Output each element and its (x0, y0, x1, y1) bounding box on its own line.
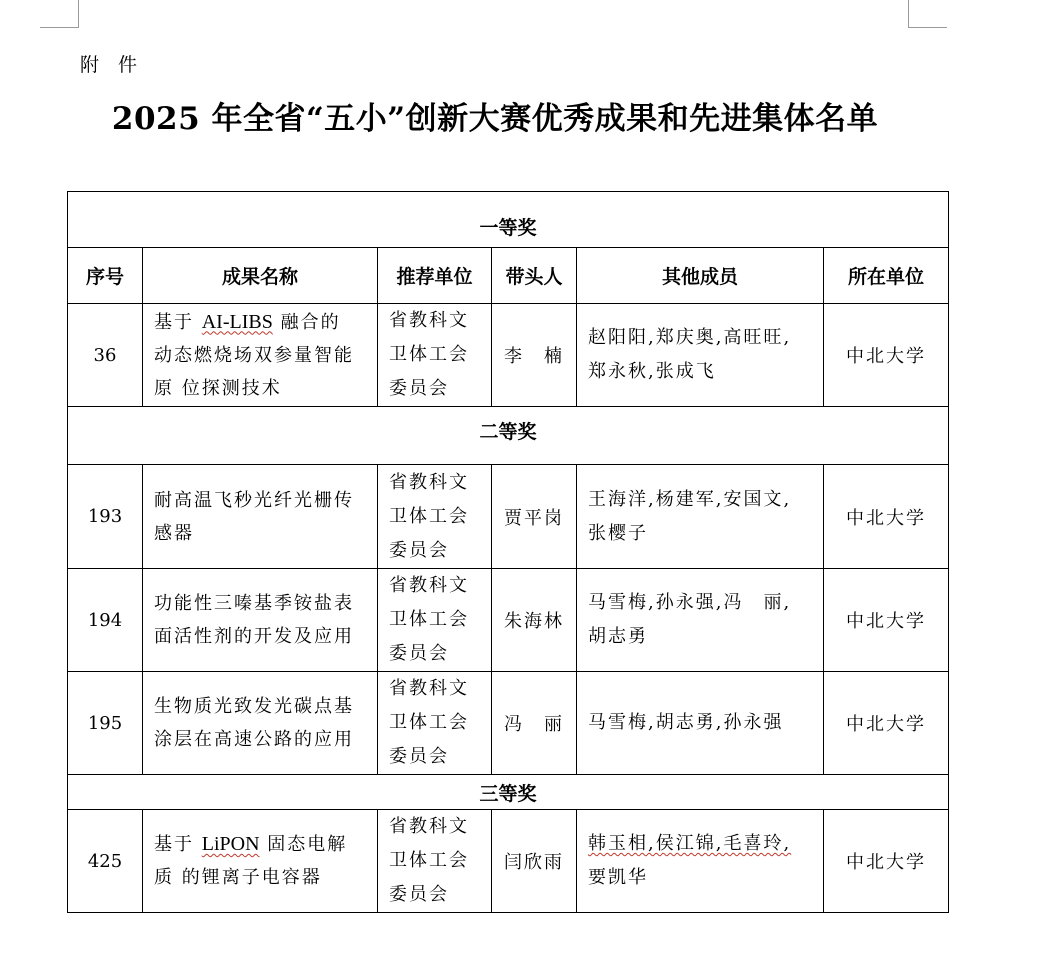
table-row (68, 672, 949, 775)
unit-line-2: 卫体工会 (389, 344, 469, 365)
cell-members (577, 672, 824, 775)
name-line-1: 基于 AI-LIBS 融合的 (154, 310, 341, 333)
cell-seq: 194 (68, 569, 143, 672)
cell-seq: 195 (68, 672, 143, 775)
cell-seq: 425 (68, 810, 143, 913)
cell-members (577, 465, 824, 569)
unit-line-1: 省教科文 (389, 575, 469, 596)
unit-line-1: 省教科文 (389, 310, 469, 331)
cell-affiliation: 中北大学 (824, 672, 949, 775)
header-members: 其他成员 (577, 248, 824, 304)
name-latin-term: AI-LIBS (201, 310, 273, 333)
cell-leader: 冯 丽 (492, 672, 577, 775)
name-line-1: 功能性三嗪基季铵盐表 (154, 593, 354, 614)
members-line-1: 赵阳阳,郑庆奥,高旺旺, (588, 327, 792, 348)
cell-affiliation: 中北大学 (824, 465, 949, 569)
cell-unit (378, 304, 492, 407)
unit-line-3: 委员会 (389, 746, 449, 767)
cell-name (143, 304, 378, 407)
name-line-2: 感器 (154, 522, 194, 544)
award-list-table (67, 191, 949, 913)
cell-leader: 贾平岗 (492, 465, 577, 569)
unit-line-2: 卫体工会 (389, 850, 469, 871)
table-row (68, 304, 949, 407)
cell-affiliation: 中北大学 (824, 304, 949, 407)
members-line-1: 马雪梅,孙永强,冯 丽, (588, 592, 792, 613)
unit-line-1: 省教科文 (389, 678, 469, 699)
name-line-2: 面活性剂的开发及应用 (154, 626, 354, 647)
name-line-2: 涂层在高速公路的应用 (154, 729, 354, 750)
unit-line-2: 卫体工会 (389, 712, 469, 733)
cell-unit (378, 465, 492, 569)
unit-line-3: 委员会 (389, 378, 449, 399)
name-line-2: 质 的锂离子电容器 (154, 867, 322, 888)
unit-line-1: 省教科文 (389, 471, 469, 493)
cell-members (577, 810, 824, 913)
table-row (68, 810, 949, 913)
name-line-2: 动态燃烧场双参量智能 (154, 344, 354, 366)
header-affiliation: 所在单位 (824, 248, 949, 304)
award-level-first: 一等奖 (68, 192, 949, 248)
members-line-2: 郑永秋,张成飞 (588, 361, 716, 382)
unit-line-1: 省教科文 (389, 816, 469, 837)
award-level-third: 三等奖 (68, 775, 949, 810)
name-line-1: 生物质光致发光碳点基 (154, 696, 354, 717)
members-line-1: 马雪梅,胡志勇,孙永强 (588, 712, 784, 733)
cell-seq: 36 (68, 304, 143, 407)
cell-name (143, 672, 378, 775)
cell-name (143, 465, 378, 569)
cell-members (577, 569, 824, 672)
name-line-1: 耐高温飞秒光纤光栅传 (154, 489, 354, 511)
cell-affiliation: 中北大学 (824, 810, 949, 913)
members-line-1: 韩玉相,侯江锦,毛喜玲, (588, 833, 792, 854)
attachment-label: 附 件 (80, 54, 138, 76)
table-header-row (68, 248, 949, 304)
award-level-second: 二等奖 (68, 407, 949, 465)
table-row (68, 465, 949, 569)
cell-leader: 李 楠 (492, 304, 577, 407)
header-name: 成果名称 (143, 248, 378, 304)
unit-line-3: 委员会 (389, 539, 449, 561)
page-corner-mark-right (908, 0, 947, 28)
cell-members (577, 304, 824, 407)
award-level-row (68, 192, 949, 248)
name-line-3: 原 位探测技术 (154, 377, 282, 399)
members-line-2: 要凯华 (588, 867, 648, 888)
table-row (68, 569, 949, 672)
members-line-2: 张樱子 (588, 522, 648, 544)
header-leader: 带头人 (492, 248, 577, 304)
header-unit: 推荐单位 (378, 248, 492, 304)
cell-unit (378, 569, 492, 672)
cell-unit (378, 810, 492, 913)
award-level-row (68, 775, 949, 810)
award-level-row (68, 407, 949, 465)
document-title: 2025 年全省“五小”创新大赛优秀成果和先进集体名单 (111, 101, 879, 137)
members-line-2: 胡志勇 (588, 626, 648, 647)
unit-line-2: 卫体工会 (389, 505, 469, 527)
cell-name (143, 569, 378, 672)
unit-line-3: 委员会 (389, 884, 449, 905)
name-latin-term: LiPON (201, 833, 260, 855)
name-line-1: 基于 LiPON 固态电解 (154, 833, 348, 855)
page-corner-mark-left (40, 0, 79, 28)
unit-line-2: 卫体工会 (389, 609, 469, 630)
cell-leader: 朱海林 (492, 569, 577, 672)
members-line-1: 王海洋,杨建军,安国文, (588, 488, 792, 510)
unit-line-3: 委员会 (389, 643, 449, 664)
cell-name (143, 810, 378, 913)
cell-unit (378, 672, 492, 775)
cell-leader: 闫欣雨 (492, 810, 577, 913)
cell-affiliation: 中北大学 (824, 569, 949, 672)
cell-seq: 193 (68, 465, 143, 569)
header-seq: 序号 (68, 248, 143, 304)
